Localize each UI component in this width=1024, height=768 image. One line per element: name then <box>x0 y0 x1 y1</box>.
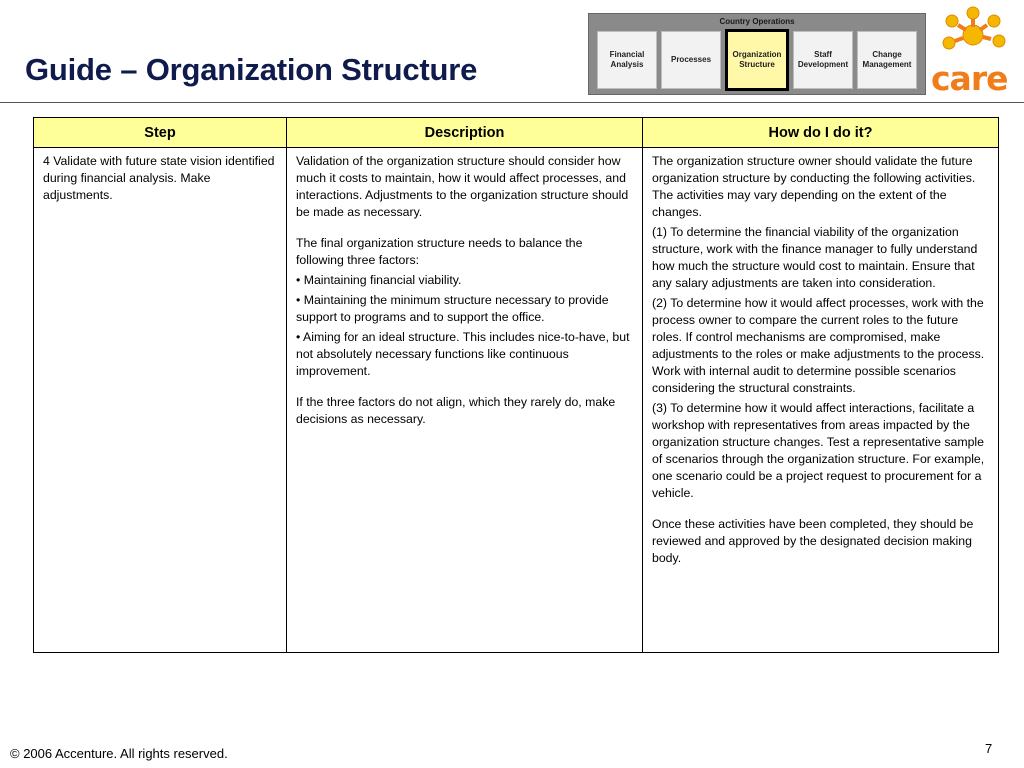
page-title: Guide – Organization Structure <box>25 52 478 87</box>
step-text: 4 Validate with future state vision identified during financial analysis. Make adjustments. <box>43 154 275 202</box>
phase-staff-development[interactable]: Staff Development <box>793 31 853 89</box>
step-cell <box>34 148 287 653</box>
guide-table <box>33 117 999 653</box>
column-header-step: Step <box>34 118 287 148</box>
description-bullet: • Maintaining the minimum structure necessary to provide support to programs and to support the office. <box>296 293 609 324</box>
how-cell <box>643 148 999 653</box>
phase-processes[interactable]: Processes <box>661 31 721 89</box>
table-header-row <box>34 118 999 148</box>
page-number: 7 <box>985 741 993 756</box>
table-row <box>34 148 999 653</box>
column-header-description: Description <box>287 118 643 148</box>
phase-organization-structure[interactable]: Organization Structure <box>725 29 789 91</box>
phase-navigation <box>588 13 926 95</box>
description-bullet: • Maintaining financial viability. <box>296 273 462 287</box>
how-paragraph: (1) To determine the financial viability of the organization structure, work with the finance manager to fully understand how much the structure would cost to maintain. Ensure that any salary adjustments are taken into consideration. <box>652 225 978 290</box>
how-paragraph: Once these activities have been completed, they should be reviewed and approved by the designated decision making body. <box>652 517 974 565</box>
description-paragraph: Validation of the organization structure should consider how much it costs to maintain, how it would affect processes, and interactions. Adjustments to the organization structure should be made as necessary. <box>296 154 629 219</box>
how-paragraph: (3) To determine how it would affect interactions, facilitate a workshop with representatives from areas impacted by the organization structure changes. Test a representative sample of scenarios through the organization structure. For example, one scenario could be a project request to procurement for a vehicle. <box>652 401 985 500</box>
description-paragraph: If the three factors do not align, which they rarely do, make decisions as necessary. <box>296 395 616 426</box>
copyright-footer: © 2006 Accenture. All rights reserved. <box>10 746 228 761</box>
care-logo-text: care <box>931 59 1008 98</box>
how-paragraph: (2) To determine how it would affect processes, work with the process owner to compare the current roles to the future roles. If control mechanisms are compromised, make adjustments to the roles or make adjustments to the process. Work with internal audit to determine possible scenarios considering the structural constraints. <box>652 296 985 395</box>
description-paragraph: The final organization structure needs to balance the following three factors: <box>296 236 583 267</box>
title-divider <box>0 102 1024 103</box>
column-header-how: How do I do it? <box>643 118 999 148</box>
phase-financial-analysis[interactable]: Financial Analysis <box>597 31 657 89</box>
how-paragraph: The organization structure owner should validate the future organization structure by conducting the following activities. The activities may vary depending on the extent of the changes. <box>652 154 976 219</box>
description-cell <box>287 148 643 653</box>
phase-navigation-heading: Country Operations <box>719 17 795 26</box>
phase-change-management[interactable]: Change Management <box>857 31 917 89</box>
description-bullet: • Aiming for an ideal structure. This includes nice-to-have, but not absolutely necessary functions like continuous improvement. <box>296 330 630 378</box>
